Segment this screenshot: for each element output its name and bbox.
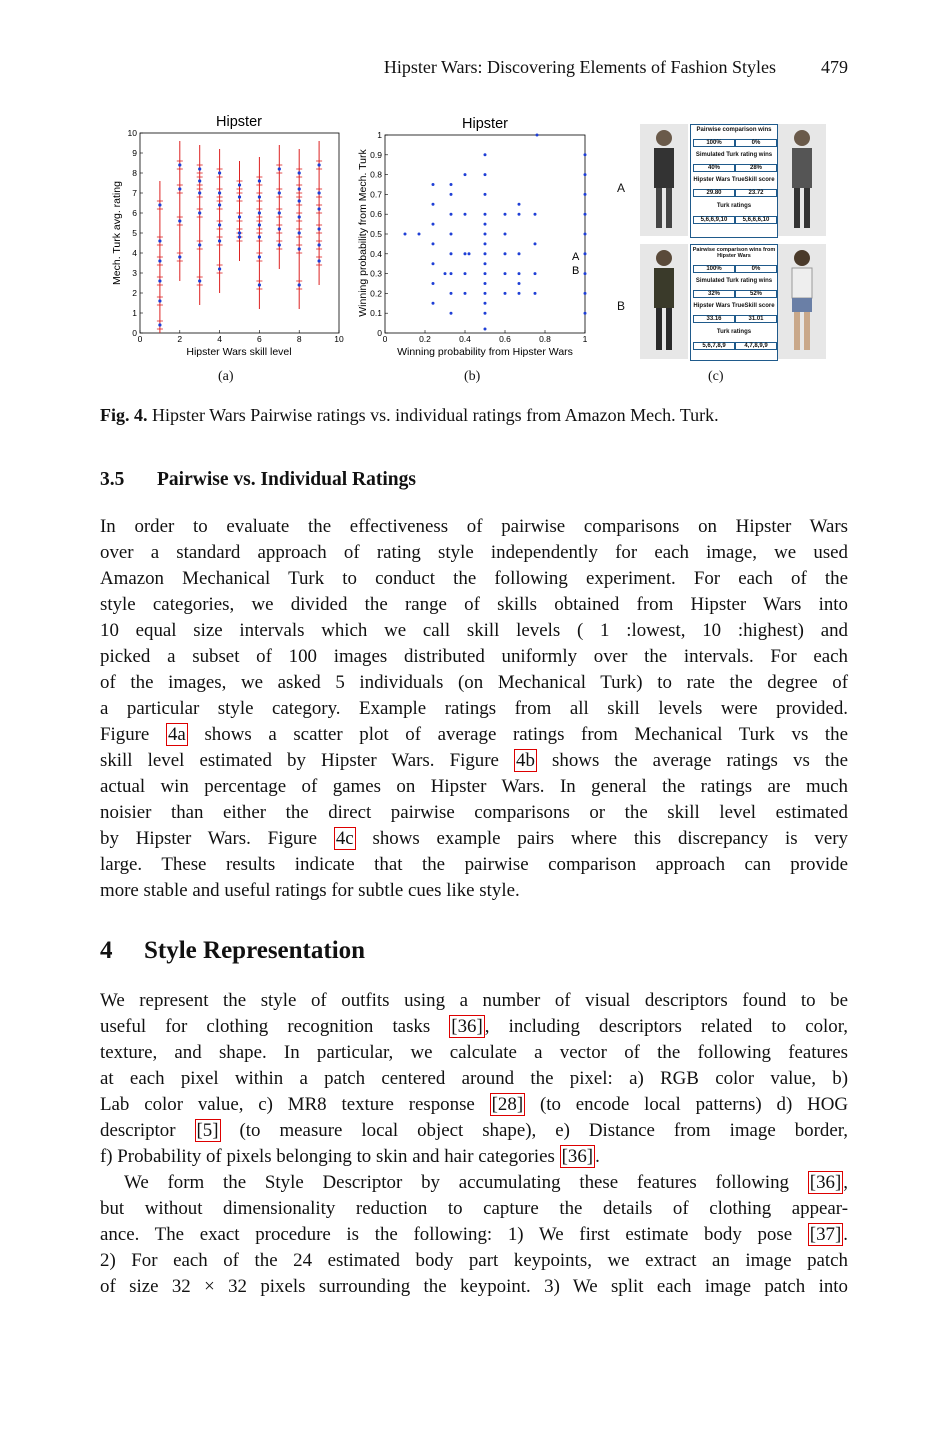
y-tick-label: 10 [127, 128, 137, 138]
stat-a-12: 5,6,6,6,10 [735, 216, 777, 224]
data-point [278, 227, 281, 230]
data-point [518, 292, 521, 295]
data-point [298, 231, 301, 234]
text-line: We form the Style Descriptor by accumulating these features following [36] , [124, 1172, 848, 1193]
data-point [198, 179, 201, 182]
y-tick-label: 0.8 [370, 169, 382, 180]
data-point [484, 328, 487, 331]
data-point [318, 207, 321, 210]
paragraph-style-descriptor [100, 1170, 848, 1300]
text-line: large. These results indicate that the pairwise comparison approach can provide [100, 854, 848, 875]
figure-caption [100, 405, 860, 426]
stat-b-10: Turk ratings [716, 329, 752, 335]
x-tick-label: 0.8 [539, 334, 551, 344]
text-line: of size 32 × 32 pixels surrounding the keypoint. 3) We split each image patch into [100, 1276, 848, 1297]
data-point [298, 199, 301, 202]
data-point [238, 231, 241, 234]
data-point [178, 219, 181, 222]
y-tick-label: 6 [132, 208, 137, 218]
data-point [464, 272, 467, 275]
caption-label: Fig. 4. [100, 405, 148, 425]
data-point [464, 173, 467, 176]
data-point [484, 282, 487, 285]
data-point [484, 213, 487, 216]
y-tick-label: 2 [132, 288, 137, 298]
data-point [238, 235, 241, 238]
data-point [178, 187, 181, 190]
figure-link-4a[interactable]: 4a [167, 724, 186, 745]
data-point [432, 183, 435, 186]
panel-b-title: Hipster [462, 116, 508, 132]
x-tick-label: 0.6 [499, 334, 511, 344]
stat-a-9: 23.72 [735, 189, 777, 197]
stat-a-8: 29.80 [693, 189, 735, 197]
data-point [404, 233, 407, 236]
data-point [218, 191, 221, 194]
stat-b-1: Pairwise comparison wins from Hipster Wars [692, 247, 776, 259]
data-point [484, 292, 487, 295]
data-point [258, 195, 261, 198]
stat-b-12: 4,7,8,9,9 [735, 342, 777, 350]
x-tick-label: 2 [177, 334, 183, 344]
y-tick-label: 8 [132, 168, 137, 178]
stat-b-7: Hipster Wars TrueSkill score [693, 303, 775, 309]
text-line: by Hipster Wars. Figure 4c shows example pairs where this discrepancy is very [100, 828, 848, 849]
data-point [258, 179, 261, 182]
data-point [258, 223, 261, 226]
data-point [158, 279, 161, 282]
data-point [484, 193, 487, 196]
data-point [418, 233, 421, 236]
stat-a-11: 5,6,6,9,10 [693, 216, 735, 224]
data-point [218, 267, 221, 270]
running-title: Hipster Wars: Discovering Elements of Fashion Styles [383, 57, 776, 77]
data-point [298, 247, 301, 250]
data-point [258, 255, 261, 258]
data-point [504, 252, 507, 255]
data-point [584, 173, 587, 176]
data-point [444, 272, 447, 275]
data-point [432, 203, 435, 206]
data-point [584, 193, 587, 196]
subcaption-a: (a) [218, 369, 234, 384]
text-line: a particular style category. Example ratings from all skill levels were provided. [100, 698, 848, 719]
data-point [584, 252, 587, 255]
text-line: 10 equal size intervals which we call skill levels ( 1 :lowest, 10 :highest) and [100, 620, 848, 641]
data-point [178, 255, 181, 258]
data-point [484, 312, 487, 315]
figure-link-4b[interactable]: 4b [516, 750, 535, 771]
data-point [584, 312, 587, 315]
y-tick-label: 0.3 [370, 268, 382, 279]
y-tick-label: 3 [132, 268, 137, 278]
text-line: useful for clothing recognition tasks [36] , including descriptors related to color, [100, 1016, 848, 1037]
panel-b-xlabel: Winning probability from Hipster Wars [397, 346, 573, 358]
stat-b-3: 0% [735, 265, 777, 273]
person-figure-icon [640, 124, 688, 236]
data-point [534, 213, 537, 216]
x-tick-label: 0 [382, 334, 388, 344]
person-figure-icon [778, 244, 826, 359]
data-point [484, 242, 487, 245]
text-line: skill level estimated by Hipster Wars. Figure 4b shows the average ratings vs the [100, 750, 848, 771]
data-point [238, 215, 241, 218]
data-point [484, 262, 487, 265]
data-point [536, 134, 539, 137]
data-point [518, 272, 521, 275]
data-point [450, 292, 453, 295]
stats-box-b [690, 244, 778, 361]
stat-b-9: 31.01 [735, 315, 777, 323]
data-point [464, 292, 467, 295]
panel-c-label-b: B [617, 299, 626, 313]
data-point [298, 215, 301, 218]
text-line: Figure 4a shows a scatter plot of average ratings from Mechanical Turk vs the [100, 724, 849, 745]
data-point [534, 292, 537, 295]
panel-a-ylabel: Mech. Turk avg. rating [111, 181, 123, 285]
data-point [450, 312, 453, 315]
y-tick-label: 0 [132, 328, 137, 338]
stat-b-2: 100% [693, 265, 735, 273]
stat-b-4: Simulated Turk rating wins [695, 278, 773, 284]
running-head [100, 57, 848, 81]
data-point [198, 211, 201, 214]
text-line: more stable and useful ratings for subtle cues like style. [100, 880, 520, 901]
data-point [450, 213, 453, 216]
x-tick-label: 6 [257, 334, 262, 344]
data-point [238, 183, 241, 186]
subcaption-b: (b) [464, 369, 481, 384]
data-point [484, 302, 487, 305]
y-tick-label: 0.5 [370, 229, 382, 239]
stat-a-3: 0% [735, 139, 777, 147]
panel-b-chart [355, 112, 600, 362]
data-point [504, 233, 507, 236]
data-point [432, 223, 435, 226]
data-point [504, 272, 507, 275]
data-point [484, 153, 487, 156]
data-point [318, 163, 321, 166]
data-point [518, 282, 521, 285]
data-point [504, 292, 507, 295]
data-point [318, 227, 321, 230]
data-point [518, 203, 521, 206]
y-tick-label: 1 [132, 308, 137, 318]
x-tick-label: 4 [217, 334, 222, 344]
stat-a-1: Pairwise comparison wins [696, 127, 772, 133]
y-tick-label: 0.4 [370, 248, 382, 259]
data-point [198, 279, 201, 282]
stat-a-10: Turk ratings [716, 203, 752, 209]
panel-a-chart [110, 112, 355, 362]
y-tick-label: 0.7 [370, 189, 382, 200]
figure-4 [100, 112, 850, 392]
panel-c [615, 124, 850, 364]
paragraph-pairwise [100, 514, 848, 904]
x-tick-label: 10 [334, 334, 344, 344]
text-line: texture, and shape. In particular, we calculate a vector of the following features [100, 1042, 848, 1063]
x-tick-label: 0 [137, 334, 143, 344]
data-point [484, 233, 487, 236]
data-point [198, 167, 201, 170]
data-point [464, 213, 467, 216]
y-tick-label: 7 [132, 188, 137, 198]
data-point [584, 213, 587, 216]
data-point [158, 239, 161, 242]
data-point [158, 203, 161, 206]
y-tick-label: 4 [132, 248, 137, 258]
data-point [318, 191, 321, 194]
text-line: but without dimensionality reduction to capture the details of clothing appear- [100, 1198, 848, 1219]
data-point [218, 223, 221, 226]
stat-a-4: Simulated Turk rating wins [695, 152, 773, 158]
data-point [298, 171, 301, 174]
stat-a-7: Hipster Wars TrueSkill score [693, 177, 775, 183]
page-number: 479 [821, 57, 848, 77]
subcaption-c: (c) [708, 369, 724, 384]
data-point [450, 183, 453, 186]
data-point [584, 292, 587, 295]
data-point [450, 193, 453, 196]
data-point [158, 323, 161, 326]
data-point [584, 272, 587, 275]
text-line: In order to evaluate the effectiveness of pairwise comparisons on Hipster Wars [100, 516, 848, 537]
section-title: Style Representation [144, 937, 366, 964]
text-line: 2) For each of the 24 estimated body part keypoints, we extract an image patch [100, 1250, 848, 1271]
x-tick-label: 1 [582, 334, 588, 344]
panel-b-marker-a: A [572, 251, 580, 263]
data-point [298, 283, 301, 286]
data-point [278, 191, 281, 194]
data-point [318, 259, 321, 262]
text-line: picked a subset of 100 images distributed uniformly over the intervals. For each [100, 646, 848, 667]
y-tick-label: 5 [132, 228, 137, 238]
text-line: actual win percentage of games on Hipster Wars. In general the ratings are much [100, 776, 848, 797]
text-line: ance. The exact procedure is the following: 1) We first estimate body pose [37] . [100, 1224, 848, 1245]
data-point [484, 272, 487, 275]
data-point [258, 211, 261, 214]
photo-a-right [778, 124, 826, 236]
stat-a-5: 40% [693, 164, 735, 172]
photo-b-left [640, 244, 688, 359]
panel-a-title: Hipster [216, 114, 262, 130]
person-figure-icon [778, 124, 826, 236]
x-tick-label: 8 [296, 334, 302, 344]
person-figure-icon [640, 244, 688, 359]
data-point [464, 252, 467, 255]
citation-link[interactable]: [36] [809, 1172, 842, 1193]
text-line: Lab color value, c) MR8 texture response [28] (to encode local patterns) d) HOG [100, 1094, 848, 1115]
data-point [278, 243, 281, 246]
text-line: at each pixel within a patch centered around the pixel: a) RGB color value, b) [100, 1068, 848, 1089]
citation-link[interactable]: [36] [451, 1016, 483, 1037]
data-point [178, 163, 181, 166]
y-tick-label: 0.2 [370, 288, 382, 299]
section-4-heading [100, 937, 365, 965]
data-point [198, 191, 201, 194]
data-point [518, 252, 521, 255]
data-point [158, 299, 161, 302]
data-point [432, 302, 435, 305]
data-point [158, 259, 161, 262]
data-point [450, 252, 453, 255]
figure-link-4c[interactable]: 4c [335, 828, 354, 849]
data-point [584, 153, 587, 156]
panel-c-label-a: A [617, 181, 626, 195]
data-point [450, 233, 453, 236]
data-point [484, 173, 487, 176]
text-line: over a standard approach of rating style independently for each image, we used [100, 542, 848, 563]
citation-link[interactable]: [28] [491, 1094, 524, 1115]
data-point [218, 171, 221, 174]
data-point [278, 211, 281, 214]
data-point [534, 242, 537, 245]
text-line: noisier than either the direct pairwise comparisons or the skill level estimated [100, 802, 848, 823]
panel-b-marker-b: B [572, 265, 580, 277]
stats-box-a [690, 124, 778, 238]
data-point [218, 203, 221, 206]
data-point [432, 282, 435, 285]
section-number: 3.5 [100, 469, 125, 490]
text-line: descriptor [5] (to measure local object shape), e) Distance from image border, [100, 1120, 848, 1141]
data-point [504, 213, 507, 216]
data-point [534, 272, 537, 275]
text-line: Amazon Mechanical Turk to conduct the following experiment. For each of the [100, 568, 848, 589]
x-tick-label: 0.2 [419, 334, 431, 344]
stat-b-6: 52% [735, 290, 777, 298]
data-point [258, 283, 261, 286]
panel-a-xlabel: Hipster Wars skill level [186, 346, 292, 358]
photo-a-left [640, 124, 688, 236]
y-tick-label: 1 [377, 130, 382, 140]
photo-b-right [778, 244, 826, 359]
citation-link[interactable]: [5] [196, 1120, 219, 1141]
y-tick-label: 0.6 [370, 209, 382, 220]
text-line: style categories, we divided the range of skills obtained from Hipster Wars into [100, 594, 848, 615]
data-point [238, 195, 241, 198]
text-line: f) Probability of pixels belonging to skin and hair categories [36] . [100, 1146, 600, 1167]
y-tick-label: 9 [132, 148, 137, 158]
x-tick-label: 0.4 [459, 334, 471, 344]
data-point [484, 252, 487, 255]
stat-b-5: 32% [693, 290, 735, 298]
data-point [584, 233, 587, 236]
data-point [218, 239, 221, 242]
text-line: We represent the style of outfits using a number of visual descriptors found to be [100, 990, 848, 1011]
data-point [432, 262, 435, 265]
data-point [450, 272, 453, 275]
y-tick-label: 0.9 [370, 149, 382, 160]
data-point [198, 243, 201, 246]
text-line: of the images, we asked 5 individuals (on Mechanical Turk) to rate the degree of [100, 672, 848, 693]
section-title: Pairwise vs. Individual Ratings [157, 469, 416, 490]
stat-a-6: 28% [735, 164, 777, 172]
data-point [484, 223, 487, 226]
data-point [432, 242, 435, 245]
stat-b-8: 33.16 [693, 315, 735, 323]
data-point [278, 167, 281, 170]
citation-link[interactable]: [37] [809, 1224, 842, 1245]
caption-text: Hipster Wars Pairwise ratings vs. individual ratings from Amazon Mech. Turk. [152, 405, 719, 425]
data-point [298, 187, 301, 190]
section-3-5-heading [100, 469, 416, 491]
data-point [468, 252, 471, 255]
paragraph-style-representation [100, 988, 848, 1170]
y-tick-label: 0 [377, 328, 382, 338]
stat-a-2: 100% [693, 139, 735, 147]
section-number: 4 [100, 937, 113, 964]
data-point [258, 235, 261, 238]
y-tick-label: 0.1 [370, 308, 382, 319]
panel-b-ylabel: Winning probability from Mech. Turk [357, 149, 369, 317]
data-point [318, 243, 321, 246]
stat-b-11: 5,6,7,8,9 [693, 342, 735, 350]
citation-link[interactable]: [36] [561, 1146, 594, 1167]
data-point [518, 213, 521, 216]
